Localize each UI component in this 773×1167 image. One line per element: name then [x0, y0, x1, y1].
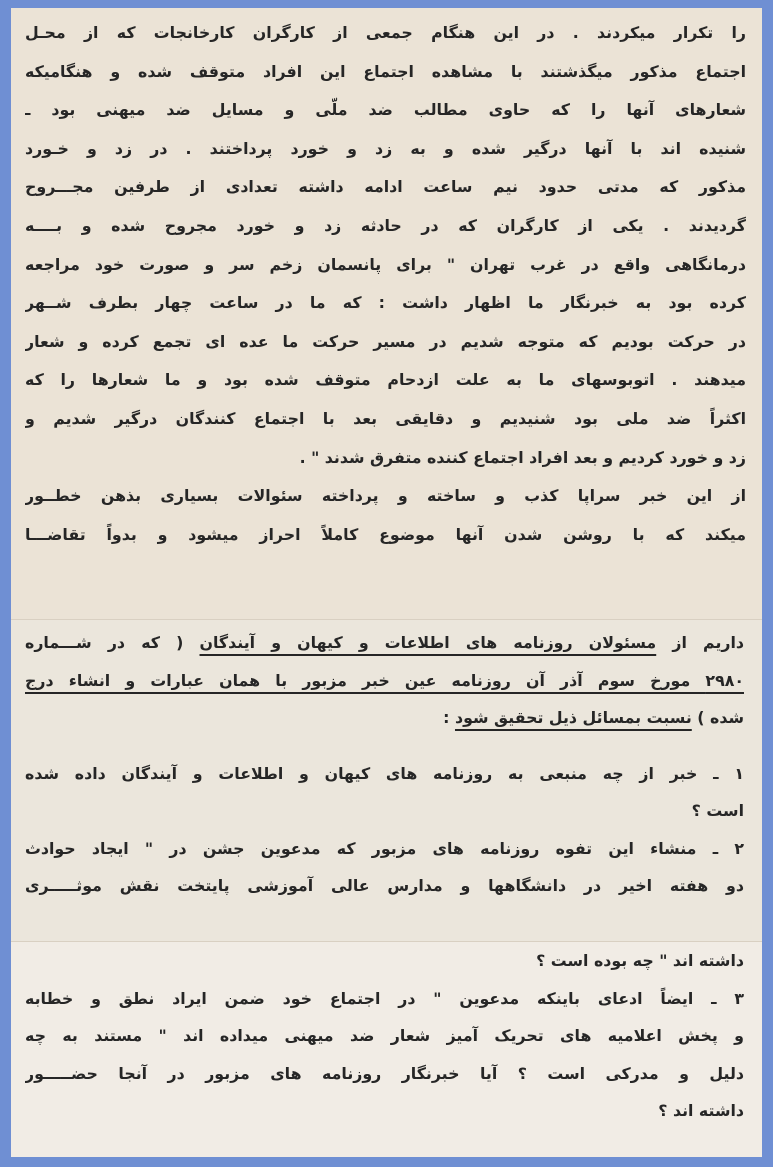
- question-1-line: ۱ ـ خبر از چه منبعی به روزنامه های کیهان و اطلاعات و آیندگان داده شده: [25, 763, 744, 783]
- text-fragment: شده ): [691, 708, 744, 727]
- document-page-part-2: [11, 620, 762, 942]
- text-line: کرده بود به خبرنگار ما اظهار داشت : که ما در ساعت چهار بطرف شــهر: [25, 293, 746, 313]
- text-line: در حرکت بودیم که متوجه شدیم در مسیر حرکت ما عده ای تجمع کرده و شعار: [25, 331, 746, 351]
- text-line: از این خبر سراپا کذب و ساخته و پرداخته سئوالات بسیاری بذهن خطــور: [25, 486, 746, 506]
- document-frame: [11, 8, 762, 1157]
- underlined-text: نسبت بمسائل ذیل تحقیق شود: [454, 708, 692, 727]
- question-2-line: داشته اند " چه بوده است ؟: [536, 951, 744, 970]
- text-line: شعارهای آنها را که حاوی مطالب ضد ملّی و مسایل ضد میهنی بود ـ: [25, 100, 746, 120]
- text-line: میکند که با روشن شدن آنها موضوع کاملاً احراز میشود و بدواً تقاضـــا: [25, 524, 746, 544]
- question-3-line: داشته اند ؟: [658, 1101, 744, 1120]
- document-page-part-1: [11, 8, 762, 620]
- text-line: شنیده اند با آنها درگیر شده و به زد و خورد پرداختند . در زد و خـورد: [25, 138, 746, 158]
- text-line: را تکرار میکردند . در این هنگام جمعی از کارگران کارخانجات که از محـل: [25, 23, 746, 42]
- text-line: درمانگاهی واقع در غرب تهران " برای پانسمان زخم سر و صورت خود مراجعه: [25, 254, 746, 274]
- question-1-line: است ؟: [691, 801, 744, 820]
- underlined-text-line: ۲۹۸۰ مورخ سوم آذر آن روزنامه عین خبر مزبور با همان عبارات و انشاء درج: [25, 670, 744, 690]
- text-line: [25, 624, 744, 662]
- text-line: مذکور که مدتی حدود نیم ساعت ادامه داشته تعدادی از طرفین مجـــروح: [25, 177, 746, 197]
- paragraph-gap: [25, 737, 744, 755]
- question-3-line: ۳ ـ ایضاً ادعای باینکه مدعوین " در اجتماع خود ضمن ایراد نطق و خطابه: [25, 988, 744, 1008]
- document-page-part-3: [11, 942, 762, 1157]
- text-fragment: داریم از: [656, 633, 744, 652]
- question-2-line: ۲ ـ منشاء این تفوه روزنامه های مزبور که مدعوین جشن در " ایجاد حوادث: [25, 838, 744, 858]
- question-3-line: دلیل و مدرکی است ؟ آیا خبرنگار روزنامه های مزبور در آنجا حضـــــور: [25, 1063, 744, 1083]
- text-fragment: :: [443, 708, 455, 727]
- text-line: اجتماع مذکور میگذشتند با مشاهده اجتماع این افراد متوقف شده و هنگامیکه: [25, 61, 746, 81]
- text-line: زد و خورد کردیم و بعد افراد اجتماع کننده متفرق شدند " .: [299, 447, 746, 467]
- text-line: اکثراً ضد ملی بود شنیدیم و دقایقی بعد با اجتماع کنندگان درگیر شدیم و: [25, 408, 746, 428]
- underlined-text: مسئولان روزنامه های اطلاعات و کیهان و آیندگان: [199, 633, 657, 652]
- question-3-line: و پخش اعلامیه های تحریک آمیز شعار ضد میهنی میداده اند " مستند به چه: [25, 1026, 744, 1045]
- text-line: گردیدند . یکی از کارگران که در حادثه زد و خورد مجروح شده و بــــه: [25, 215, 746, 235]
- text-line: [25, 699, 744, 737]
- text-fragment: ( که در شـــماره: [25, 633, 200, 652]
- text-line: میدهند . اتوبوسهای ما به علت ازدحام متوقف شده بود و ما شعارها را که: [25, 370, 746, 390]
- question-2-line: دو هفته اخیر در دانشگاهها و مدارس عالی آموزشی پایتخت نقش موثـــــری: [25, 876, 744, 895]
